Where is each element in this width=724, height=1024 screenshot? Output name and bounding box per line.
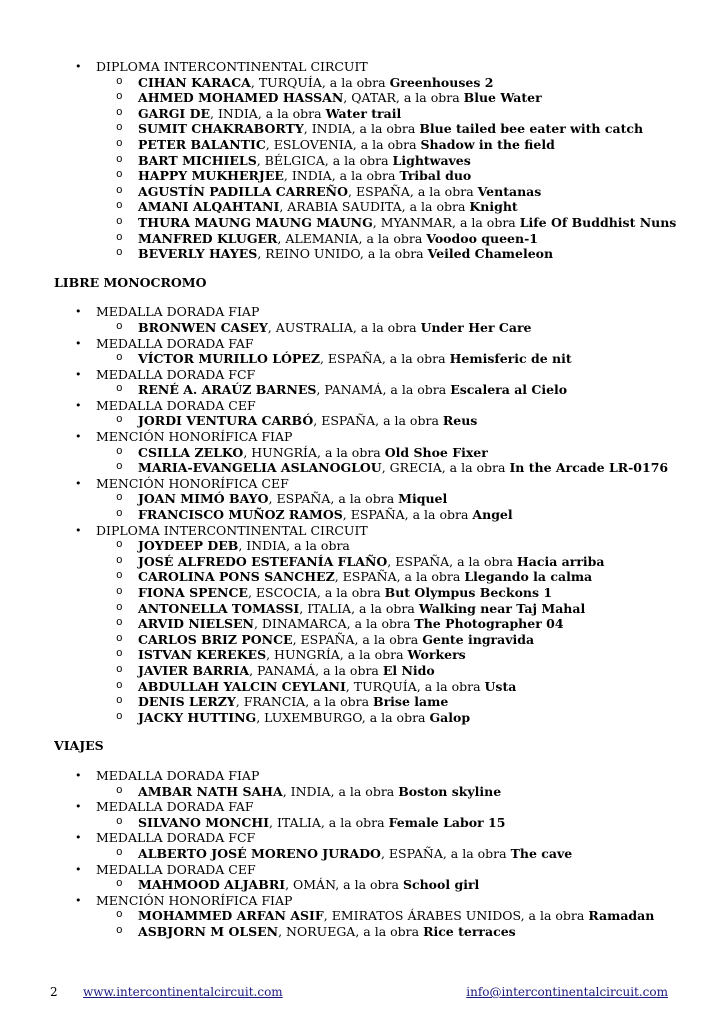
winner-work-title: Greenhouses 2 <box>389 74 494 90</box>
winner-list <box>0 538 724 725</box>
winner-country: , ITALIA, a la obra <box>299 600 419 616</box>
winner-work-title: Hemisferic de nit <box>449 351 572 367</box>
winner-work-title: Under Her Care <box>420 319 532 335</box>
winner-country: , GRECIA, a la obra <box>381 460 510 476</box>
award-name: MEDALLA DORADA CEF <box>96 861 256 877</box>
winner-entry <box>0 924 724 940</box>
winner-author: JOAN MIMÓ BAYO <box>138 491 269 507</box>
winner-work-title: But Olympus Beckons 1 <box>384 585 553 600</box>
winner-author: JACKY HUTTING <box>138 709 257 725</box>
winner-list <box>0 784 724 800</box>
winner-author: ANTONELLA TOMASSI <box>138 600 300 616</box>
winner-author: CARLOS BRIZ PONCE <box>138 631 293 647</box>
winner-author: ARVID NIELSEN <box>138 616 254 632</box>
winner-entry <box>0 585 724 601</box>
award-category <box>0 59 724 75</box>
winner-entry <box>0 538 724 554</box>
winner-work-title: El Nido <box>382 662 435 678</box>
winner-work-title: Female Labor 15 <box>388 814 506 830</box>
section-title: VIAJES <box>54 738 104 754</box>
award-name: MEDALLA DORADA FIAP <box>96 767 260 783</box>
winner-author: DENIS LERZY <box>138 694 236 710</box>
winner-author: AMBAR NATH SAHA <box>138 783 283 799</box>
winner-author: BART MICHIELS <box>138 152 257 168</box>
winner-author: FIONA SPENCE <box>138 585 248 600</box>
winner-country: , INDIA, a la obra <box>210 105 326 121</box>
winner-list <box>0 445 724 476</box>
winner-country: , INDIA, a la obra <box>238 538 350 554</box>
winner-author: AMANI ALQAHTANI <box>138 199 280 215</box>
award-list <box>0 59 724 262</box>
winner-entry <box>0 507 724 523</box>
winner-work-title: Life Of Buddhist Nuns <box>519 214 677 230</box>
winner-entry <box>0 413 724 429</box>
winner-author: BRONWEN CASEY <box>138 319 268 335</box>
winner-entry <box>0 90 724 106</box>
winner-author: THURA MAUNG MAUNG MAUNG <box>138 214 373 230</box>
winner-entry <box>0 647 724 663</box>
winner-work-title: Veiled Chameleon <box>427 246 554 262</box>
winner-country: , MYANMAR, a la obra <box>372 214 520 230</box>
winner-country: , ESPAÑA, a la obra <box>348 183 478 199</box>
award-category <box>0 336 724 352</box>
winner-work-title: Workers <box>407 647 466 663</box>
winner-work-title: Shadow in the field <box>420 136 555 152</box>
winner-author: ALBERTO JOSÉ MORENO JURADO <box>138 845 381 861</box>
winner-entry <box>0 246 724 262</box>
winner-work-title: School girl <box>402 877 480 893</box>
winner-entry <box>0 382 724 398</box>
winner-author: AGUSTÍN PADILLA CARREÑO <box>138 183 348 199</box>
winner-work-title: Walking near Taj Mahal <box>418 600 586 616</box>
winner-work-title: Brise lame <box>373 694 449 710</box>
winner-author: JOYDEEP DEB <box>138 538 239 554</box>
winner-entry <box>0 569 724 585</box>
winner-author: ISTVAN KEREKES <box>138 647 267 663</box>
winner-country: , ESPAÑA, a la obra <box>268 491 399 507</box>
winner-work-title: Knight <box>469 199 518 215</box>
award-name: MEDALLA DORADA FCF <box>96 830 256 846</box>
winner-work-title: Hacia arriba <box>516 553 605 569</box>
award-list <box>0 768 724 940</box>
award-category <box>0 862 724 878</box>
winner-country: , TURQUÍA, a la obra <box>250 74 390 90</box>
winner-entry <box>0 784 724 800</box>
winner-work-title: Lightwaves <box>392 152 471 168</box>
winner-country: , AUSTRALIA, a la obra <box>267 319 421 335</box>
award-category <box>0 830 724 846</box>
winner-work-title: In the Arcade LR-0176 <box>509 460 669 476</box>
award-category <box>0 893 724 909</box>
winner-list <box>0 815 724 831</box>
section-title: LIBRE MONOCROMO <box>54 274 207 290</box>
winner-author: MOHAMMED ARFAN ASIF <box>138 908 324 924</box>
winner-author: HAPPY MUKHERJEE <box>138 168 284 184</box>
winner-work-title: Ventanas <box>477 183 542 199</box>
page-number: 2 <box>50 985 58 999</box>
winner-country: , ESCOCIA, a la obra <box>247 585 385 600</box>
winner-country: , ESPAÑA, a la obra <box>313 413 443 429</box>
winner-country: , HUNGRÍA, a la obra <box>266 647 408 663</box>
winner-author: SUMIT CHAKRABORTY <box>138 121 304 137</box>
winner-author: JORDI VENTURA CARBÓ <box>138 413 314 429</box>
award-name: MENCIÓN HONORÍFICA FIAP <box>96 429 293 445</box>
winner-country: , INDIA, a la obra <box>283 168 400 184</box>
winner-entry <box>0 616 724 632</box>
winner-entry <box>0 877 724 893</box>
winner-country: , HUNGRÍA, a la obra <box>243 444 385 460</box>
winner-entry <box>0 694 724 710</box>
winner-country: , REINO UNIDO, a la obra <box>257 246 428 262</box>
winner-author: MANFRED KLUGER <box>138 230 278 246</box>
winner-work-title: Boston skyline <box>398 783 502 799</box>
winner-work-title: Rice terraces <box>423 923 516 939</box>
winner-entry <box>0 815 724 831</box>
winner-work-title: Ramadan <box>588 908 655 924</box>
winner-entry <box>0 75 724 91</box>
winner-country: , OMÁN, a la obra <box>285 877 403 893</box>
winner-entry <box>0 184 724 200</box>
winner-entry <box>0 846 724 862</box>
winner-work-title: Angel <box>472 507 513 523</box>
award-category <box>0 367 724 383</box>
website-link[interactable]: www.intercontinentalcircuit.com <box>83 985 283 999</box>
award-category <box>0 523 724 539</box>
winner-work-title: Voodoo queen-1 <box>426 230 538 246</box>
winner-list <box>0 846 724 862</box>
winner-entry <box>0 710 724 726</box>
winner-country: , LUXEMBURGO, a la obra <box>256 709 430 725</box>
winner-work-title: Escalera al Cielo <box>450 382 568 398</box>
winner-entry <box>0 153 724 169</box>
winner-country: , NORUEGA, a la obra <box>278 923 424 939</box>
winner-country: , FRANCIA, a la obra <box>235 694 374 710</box>
winner-country: , PANAMÁ, a la obra <box>316 382 451 398</box>
winner-author: MARIA-EVANGELIA ASLANOGLOU <box>138 460 382 476</box>
award-name: MEDALLA DORADA FAF <box>96 335 254 351</box>
winner-entry <box>0 168 724 184</box>
winner-author: JAVIER BARRIA <box>138 662 250 678</box>
winner-author: CIHAN KARACA <box>138 74 251 90</box>
winner-author: PETER BALANTIC <box>138 136 266 152</box>
winner-country: , INDIA, a la obra <box>303 121 420 137</box>
winner-work-title: Galop <box>429 709 471 725</box>
winner-country: , QATAR, a la obra <box>343 90 464 106</box>
winner-author: GARGI DE <box>138 105 211 121</box>
winner-work-title: Gente ingravida <box>422 631 535 647</box>
award-name: DIPLOMA INTERCONTINENTAL CIRCUIT <box>96 59 368 74</box>
winner-entry <box>0 908 724 924</box>
winner-author: BEVERLY HAYES <box>138 246 258 262</box>
winner-country: , ESPAÑA, a la obra <box>292 631 423 647</box>
winner-work-title: Blue tailed bee eater with catch <box>419 121 644 137</box>
winner-list <box>0 382 724 398</box>
winner-entry <box>0 663 724 679</box>
winner-list <box>0 320 724 336</box>
winner-author: AHMED MOHAMED HASSAN <box>138 90 344 106</box>
winner-entry <box>0 632 724 648</box>
award-name: MEDALLA DORADA FAF <box>96 799 254 815</box>
winner-work-title: Blue Water <box>463 90 542 106</box>
winner-work-title: Usta <box>484 678 517 694</box>
winner-entry <box>0 491 724 507</box>
section-spacer <box>0 262 724 275</box>
winner-work-title: Tribal duo <box>399 168 472 184</box>
award-category <box>0 429 724 445</box>
section-spacer <box>0 725 724 738</box>
award-name: MEDALLA DORADA FIAP <box>96 304 260 320</box>
winner-author: FRANCISCO MUÑOZ RAMOS <box>138 507 343 523</box>
award-category <box>0 304 724 320</box>
winner-work-title: Old Shoe Fixer <box>384 444 488 460</box>
winner-entry <box>0 215 724 231</box>
winner-list <box>0 908 724 939</box>
winner-work-title: Water trail <box>325 105 402 121</box>
winner-work-title: The Photographer 04 <box>414 616 564 632</box>
winner-country: , ESPAÑA, a la obra <box>334 569 465 585</box>
award-category <box>0 768 724 784</box>
winner-author: RENÉ A. ARAÚZ BARNES <box>138 382 317 398</box>
winner-country: , DINAMARCA, a la obra <box>253 616 415 632</box>
award-category <box>0 799 724 815</box>
winner-country: , PANAMÁ, a la obra <box>249 662 383 678</box>
winner-entry <box>0 445 724 461</box>
winner-country: , TURQUÍA, a la obra <box>345 678 485 694</box>
winner-country: , ALEMANIA, a la obra <box>277 230 427 246</box>
document-body <box>0 59 724 939</box>
winner-author: SILVANO MONCHI <box>138 814 270 830</box>
award-name: MENCIÓN HONORÍFICA FIAP <box>96 892 293 908</box>
award-category <box>0 476 724 492</box>
winner-entry <box>0 679 724 695</box>
award-name: MEDALLA DORADA FCF <box>96 366 256 382</box>
winner-entry <box>0 137 724 153</box>
winner-country: , ESPAÑA, a la obra <box>380 845 511 861</box>
winner-country: , ESPAÑA, a la obra <box>319 351 450 367</box>
winner-author: ASBJORN M OLSEN <box>138 923 279 939</box>
award-category <box>0 398 724 414</box>
winner-list <box>0 413 724 429</box>
winner-author: CAROLINA PONS SANCHEZ <box>138 569 335 585</box>
winner-list <box>0 75 724 262</box>
winner-entry <box>0 351 724 367</box>
winner-entry <box>0 554 724 570</box>
winner-list <box>0 877 724 893</box>
winner-list <box>0 491 724 522</box>
winner-country: , EMIRATOS ÁRABES UNIDOS, a la obra <box>323 908 589 924</box>
award-name: DIPLOMA INTERCONTINENTAL CIRCUIT <box>96 522 368 538</box>
winner-work-title: Miquel <box>398 491 448 507</box>
winner-list <box>0 351 724 367</box>
page-footer <box>0 983 724 1001</box>
winner-entry <box>0 601 724 617</box>
email-link[interactable]: info@intercontinentalcircuit.com <box>466 985 668 999</box>
winner-author: CSILLA ZELKO <box>138 444 244 460</box>
winner-entry <box>0 106 724 122</box>
winner-country: , ESLOVENIA, a la obra <box>265 136 421 152</box>
winner-country: , ARABIA SAUDITA, a la obra <box>279 199 470 215</box>
winner-entry <box>0 199 724 215</box>
winner-author: ABDULLAH YALCIN CEYLANI <box>138 678 346 694</box>
winner-country: , INDIA, a la obra <box>282 783 399 799</box>
winner-country: , ESPAÑA, a la obra <box>387 553 517 569</box>
winner-entry <box>0 320 724 336</box>
winner-work-title: The cave <box>510 845 573 861</box>
winner-country: , ITALIA, a la obra <box>269 814 389 830</box>
winner-author: MAHMOOD ALJABRI <box>138 877 286 893</box>
award-name: MENCIÓN HONORÍFICA CEF <box>96 475 289 491</box>
award-name: MEDALLA DORADA CEF <box>96 397 256 413</box>
winner-author: VÍCTOR MURILLO LÓPEZ <box>138 351 320 367</box>
winner-entry <box>0 231 724 247</box>
winner-entry <box>0 460 724 476</box>
award-list <box>0 304 724 725</box>
winner-country: , BÉLGICA, a la obra <box>256 152 393 168</box>
winner-author: JOSÉ ALFREDO ESTEFANÍA FLAÑO <box>138 553 388 569</box>
winner-work-title: Reus <box>442 413 478 429</box>
winner-work-title: Llegando la calma <box>464 569 593 585</box>
section-spacer <box>0 290 724 304</box>
section-spacer <box>0 754 724 768</box>
winner-entry <box>0 121 724 137</box>
winner-country: , ESPAÑA, a la obra <box>342 507 473 523</box>
